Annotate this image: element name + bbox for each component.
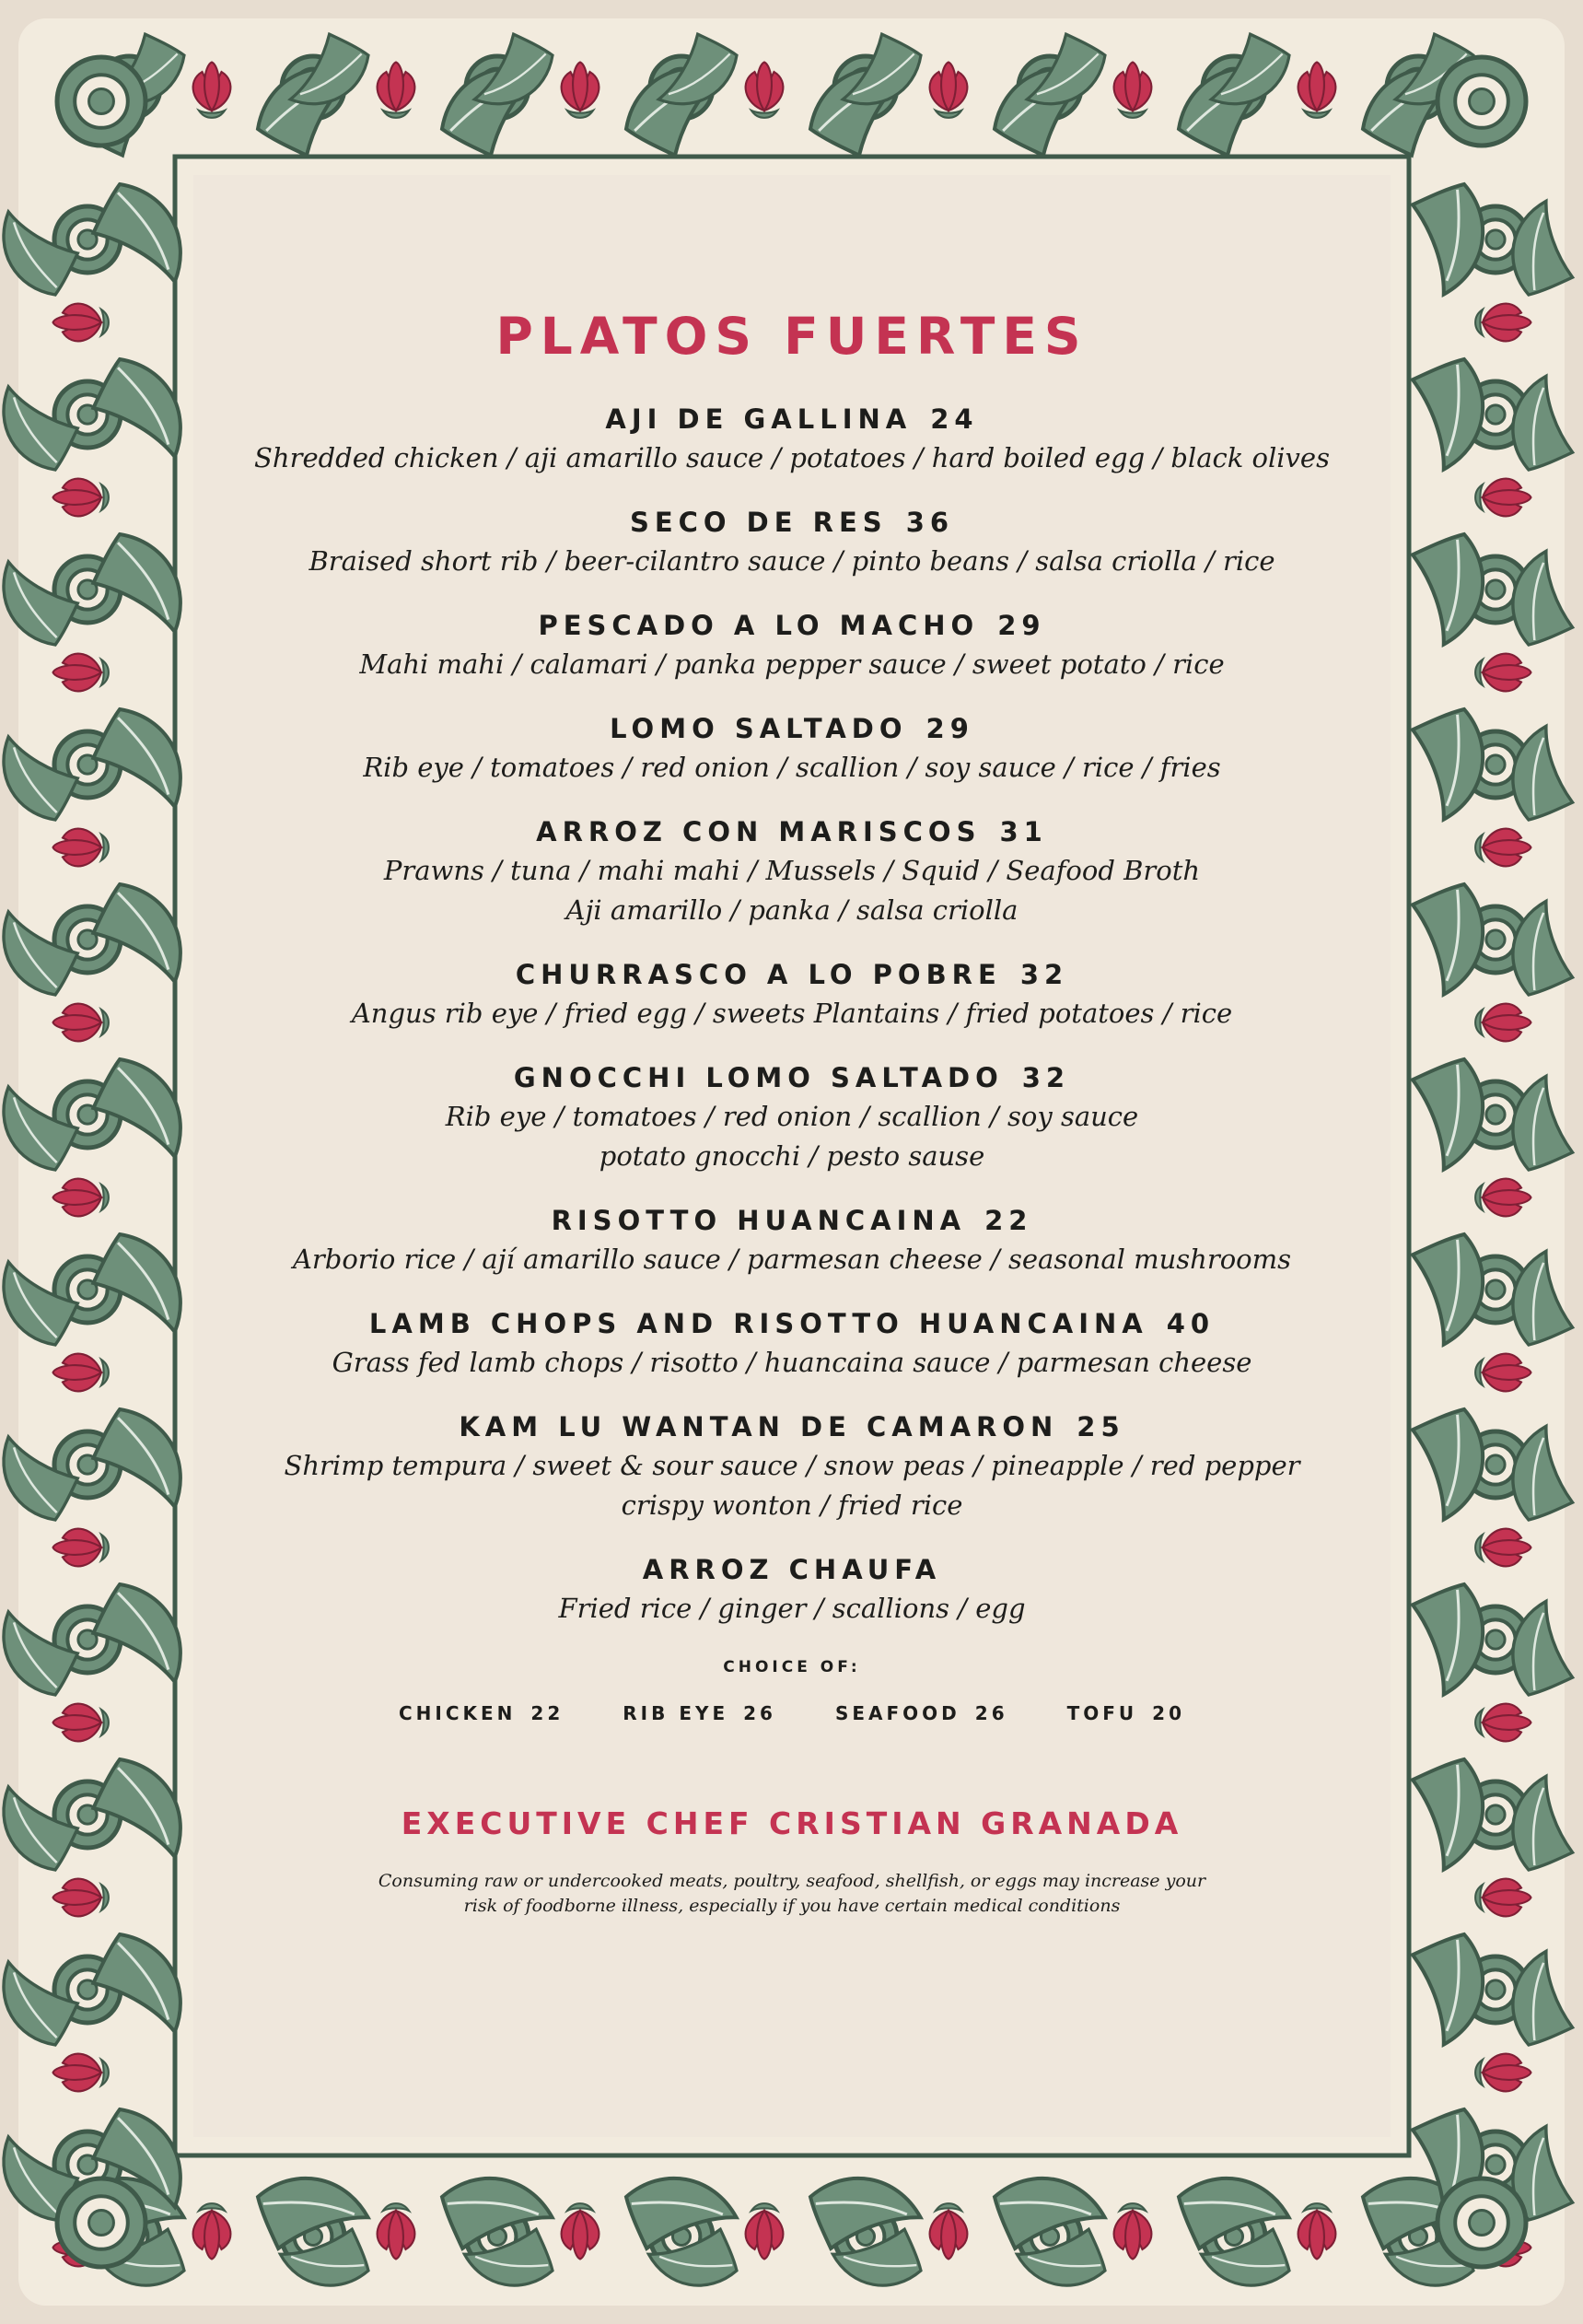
choice-price: 20 <box>1152 1702 1186 1724</box>
choice-name: CHICKEN <box>398 1702 517 1724</box>
menu-item <box>193 1407 1391 1525</box>
menu-item <box>193 1058 1391 1176</box>
dish-name: PESCADO A LO MACHO <box>538 610 980 641</box>
chef-credit: EXECUTIVE CHEF CRISTIAN GRANADA <box>401 1805 1183 1841</box>
dish-description: Rib eye / tomatoes / red onion / scallion / soy sauce <box>445 1101 1139 1132</box>
menu-item <box>193 503 1391 581</box>
dish-price: 24 <box>930 403 979 435</box>
choice-name: TOFU <box>1066 1702 1138 1724</box>
dish-price: 40 <box>1166 1308 1216 1339</box>
dish-price: 25 <box>1077 1411 1125 1442</box>
menu-item <box>193 955 1391 1034</box>
dish-name: CHURRASCO A LO POBRE <box>515 959 1002 990</box>
choice-option <box>1067 1699 1185 1727</box>
choice-price: 26 <box>743 1702 776 1724</box>
dish-description: Aji amarillo / panka / salsa criolla <box>565 894 1018 926</box>
dish-description: potato gnocchi / pesto sause <box>599 1140 985 1172</box>
dish-title <box>193 1201 1391 1240</box>
dish-description: Shrimp tempura / sweet & sour sauce / snow peas / pineapple / red pepper <box>284 1450 1300 1481</box>
dish-description: Prawns / tuna / mahi mahi / Mussels / Squid / Seafood Broth <box>383 855 1201 886</box>
menu-content <box>193 304 1391 1919</box>
dish-price: 29 <box>925 713 974 744</box>
choice-label: CHOICE OF: <box>723 1658 861 1676</box>
dish-title <box>193 606 1391 645</box>
dish-description: Shredded chicken / aji amarillo sauce / potatoes / hard boiled egg / black olives <box>254 442 1330 473</box>
dish-price: 29 <box>997 610 1046 641</box>
menu-item <box>193 606 1391 684</box>
menu-item <box>193 1550 1391 1629</box>
dish-price: 36 <box>905 507 955 538</box>
menu-item <box>193 400 1391 478</box>
choice-name: RIB EYE <box>623 1702 729 1724</box>
dish-name: RISOTTO HUANCAINA <box>551 1205 967 1236</box>
dish-name: SECO DE RES <box>629 507 888 538</box>
menu-item <box>193 812 1391 930</box>
health-disclaimer <box>378 1869 1206 1919</box>
menu-item <box>193 1201 1391 1279</box>
dish-description: crispy wonton / fried rice <box>621 1489 963 1521</box>
dish-price: 31 <box>999 816 1048 847</box>
choice-price: 26 <box>974 1702 1008 1724</box>
choice-option <box>623 1699 776 1727</box>
dish-description: Fried rice / ginger / scallions / egg <box>558 1593 1026 1624</box>
dish-name: LAMB CHOPS AND RISOTTO HUANCAINA <box>368 1308 1148 1339</box>
choice-option <box>835 1699 1008 1727</box>
dish-description: Braised short rib / beer-cilantro sauce / pinto beans / salsa criolla / rice <box>308 545 1275 577</box>
dish-price: 32 <box>1021 1062 1071 1093</box>
menu-item <box>193 709 1391 788</box>
dish-title <box>193 812 1391 851</box>
dish-name: GNOCCHI LOMO SALTADO <box>513 1062 1004 1093</box>
dish-title <box>193 1550 1391 1589</box>
dish-description: Angus rib eye / fried egg / sweets Plantains / fried potatoes / rice <box>351 998 1233 1029</box>
dish-name: AJI DE GALLINA <box>605 403 913 435</box>
dish-title <box>193 1407 1391 1446</box>
dish-name: LOMO SALTADO <box>610 713 908 744</box>
dish-name: ARROZ CHAUFA <box>642 1554 942 1585</box>
dish-title <box>193 709 1391 748</box>
dish-name: ARROZ CON MARISCOS <box>536 816 982 847</box>
dish-title <box>193 1058 1391 1097</box>
dish-title <box>193 400 1391 438</box>
page-title: PLATOS FUERTES <box>495 307 1088 366</box>
choice-option <box>399 1699 564 1727</box>
menu-items <box>193 400 1391 1629</box>
choice-name: SEAFOOD <box>834 1702 960 1724</box>
choice-price: 22 <box>530 1702 565 1724</box>
dish-description: Mahi mahi / calamari / panka pepper sauce / sweet potato / rice <box>359 648 1225 680</box>
dish-title <box>193 955 1391 994</box>
choice-options <box>193 1699 1391 1727</box>
disclaimer-line: Consuming raw or undercooked meats, poultry, seafood, shellfish, or eggs may increase your <box>378 1871 1206 1891</box>
disclaimer-line: risk of foodborne illness, especially if you have certain medical conditions <box>463 1896 1121 1916</box>
dish-price: 22 <box>984 1205 1033 1236</box>
menu-item <box>193 1304 1391 1383</box>
dish-title <box>193 503 1391 542</box>
dish-description: Arborio rice / ají amarillo sauce / parmesan cheese / seasonal mushrooms <box>292 1244 1292 1275</box>
dish-price: 32 <box>1019 959 1069 990</box>
dish-name: KAM LU WANTAN DE CAMARON <box>459 1411 1059 1442</box>
dish-description: Grass fed lamb chops / risotto / huancaina sauce / parmesan cheese <box>332 1347 1252 1378</box>
dish-description: Rib eye / tomatoes / red onion / scallion / soy sauce / rice / fries <box>363 752 1221 783</box>
dish-title <box>193 1304 1391 1343</box>
